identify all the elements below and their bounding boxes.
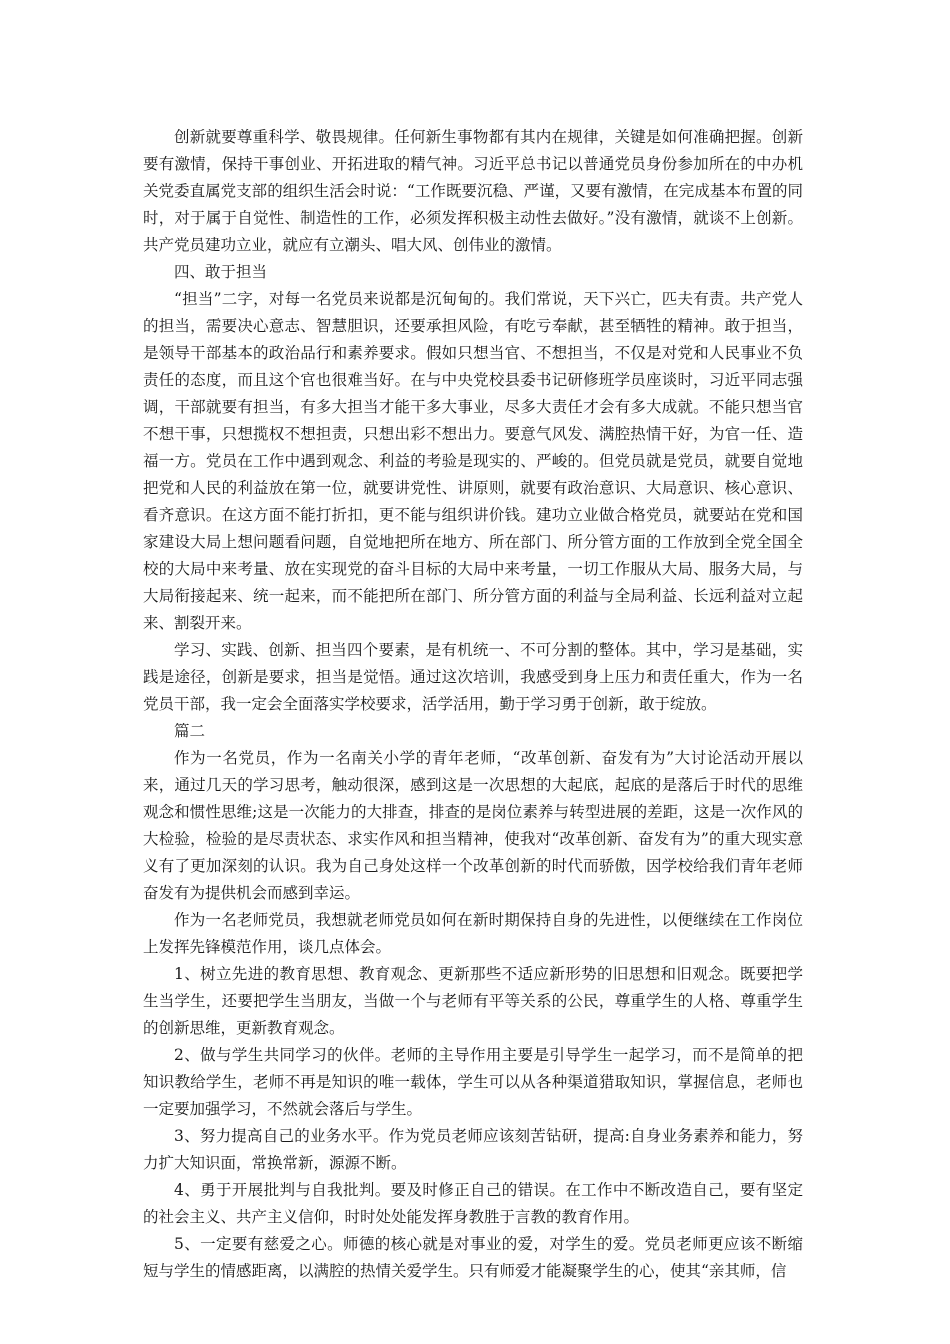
paragraph-innovation: 创新就要尊重科学、敬畏规律。任何新生事物都有其内在规律，关键是如何准确把握。创新要有激情，保持干事创业、开拓进取的精气神。习近平总书记以普通党员身份参加所在的中办机关党委直属党支部的组织生活会时说：“工作既要沉稳、严谨，又要有激情，在完成基本布置的同时，对于属于自觉性、制造性的工作，必须发挥积极主动性去做好。”没有激情，就谈不上创新。共产党员建功立业，就应有立潮头、唱大风、创伟业的激情。 [143, 128, 803, 254]
paragraph-responsibility: “担当”二字，对每一名党员来说都是沉甸甸的。我们常说，天下兴亡，匹夫有责。共产党人的担当，需要决心意志、智慧胆识，还要承担风险，有吃亏奉献，甚至牺牲的精神。敢于担当，是领导干部基本的政治品行和素养要求。假如只想当官、不想担当，不仅是对党和人民事业不负责任的态度，而且这个官也很难当好。在与中央党校县委书记研修班学员座谈时，习近平同志强调，干部就要有担当，有多大担当才能干多大事业，尽多大责任才会有多大成就。不能只想当官不想干事，只想揽权不想担责，只想出彩不想出力。要意气风发、满腔热情干好，为官一任、造福一方。党员在工作中遇到观念、利益的考验是现实的、严峻的。但党员就是党员，就要自觉地把党和人民的利益放在第一位，就要讲党性、讲原则，就要有政治意识、大局意识、核心意识、看齐意识。在这方面不能打折扣，更不能与组织讲价钱。建功立业做合格党员，就要站在党和国家建设大局上想问题看问题，自觉地把所在地方、所在部门、所分管方面的工作放到全党全国全校的大局中来考量、放在实现党的奋斗目标的大局中来考量，一切工作服从大局、服务大局，与大局衔接起来、统一起来，而不能把所在部门、所分管方面的利益与全局利益、长远利益对立起来、割裂开来。 [143, 290, 803, 632]
section-heading-dare-to-take-responsibility: 四、敢于担当 [174, 263, 268, 281]
list-item-5: 5、一定要有慈爱之心。师德的核心就是对事业的爱，对学生的爱。党员老师更应该不断缩短与学生的情感距离，以满腔的热情关爱学生。只有师爱才能凝聚学生的心，使其“亲其师，信 [143, 1235, 803, 1280]
document-page [143, 124, 803, 1285]
paragraph-four-elements: 学习、实践、创新、担当四个要素，是有机统一、不可分割的整体。其中，学习是基础，实践是途径，创新是要求，担当是觉悟。通过这次培训，我感受到身上压力和责任重大，作为一名党员干部，我一定会全面落实学校要求，活学活用，勤于学习勇于创新，敢于绽放。 [143, 641, 803, 713]
paragraph-young-teacher: 作为一名党员，作为一名南关小学的青年老师，“改革创新、奋发有为”大讨论活动开展以来，通过几天的学习思考，触动很深，感到这是一次思想的大起底，起底的是落后于时代的思维观念和惯性思维;这是一次能力的大排查，排查的是岗位素养与转型进展的差距，这是一次作风的大检验，检验的是尽责状态、求实作风和担当精神，使我对“改革创新、奋发有为”的重大现实意义有了更加深刻的认识。我为自己身处这样一个改革创新的时代而骄傲，因学校给我们青年老师奋发有为提供机会而感到幸运。 [143, 749, 803, 902]
list-item-3: 3、努力提高自己的业务水平。作为党员老师应该刻苦钻研，提高:自身业务素养和能力，努力扩大知识面，常换常新，源源不断。 [143, 1127, 803, 1172]
list-item-4: 4、勇于开展批判与自我批判。要及时修正自己的错误。在工作中不断改造自己，要有坚定的社会主义、共产主义信仰，时时处处能发挥身教胜于言教的教育作用。 [143, 1181, 803, 1226]
list-item-2: 2、做与学生共同学习的伙伴。老师的主导作用主要是引导学生一起学习，而不是简单的把知识教给学生，老师不再是知识的唯一载体，学生可以从各种渠道猎取知识，掌握信息，老师也一定要加强学习，不然就会落后与学生。 [143, 1046, 803, 1118]
section-heading-part-two: 篇二 [174, 722, 206, 740]
list-item-1: 1、树立先进的教育思想、教育观念、更新那些不适应新形势的旧思想和旧观念。既要把学生当学生，还要把学生当朋友，当做一个与老师有平等关系的公民，尊重学生的人格、尊重学生的创新思维，更新教育观念。 [143, 965, 803, 1037]
paragraph-teacher-party-member: 作为一名老师党员，我想就老师党员如何在新时期保持自身的先进性，以便继续在工作岗位上发挥先锋模范作用，谈几点体会。 [143, 911, 803, 956]
